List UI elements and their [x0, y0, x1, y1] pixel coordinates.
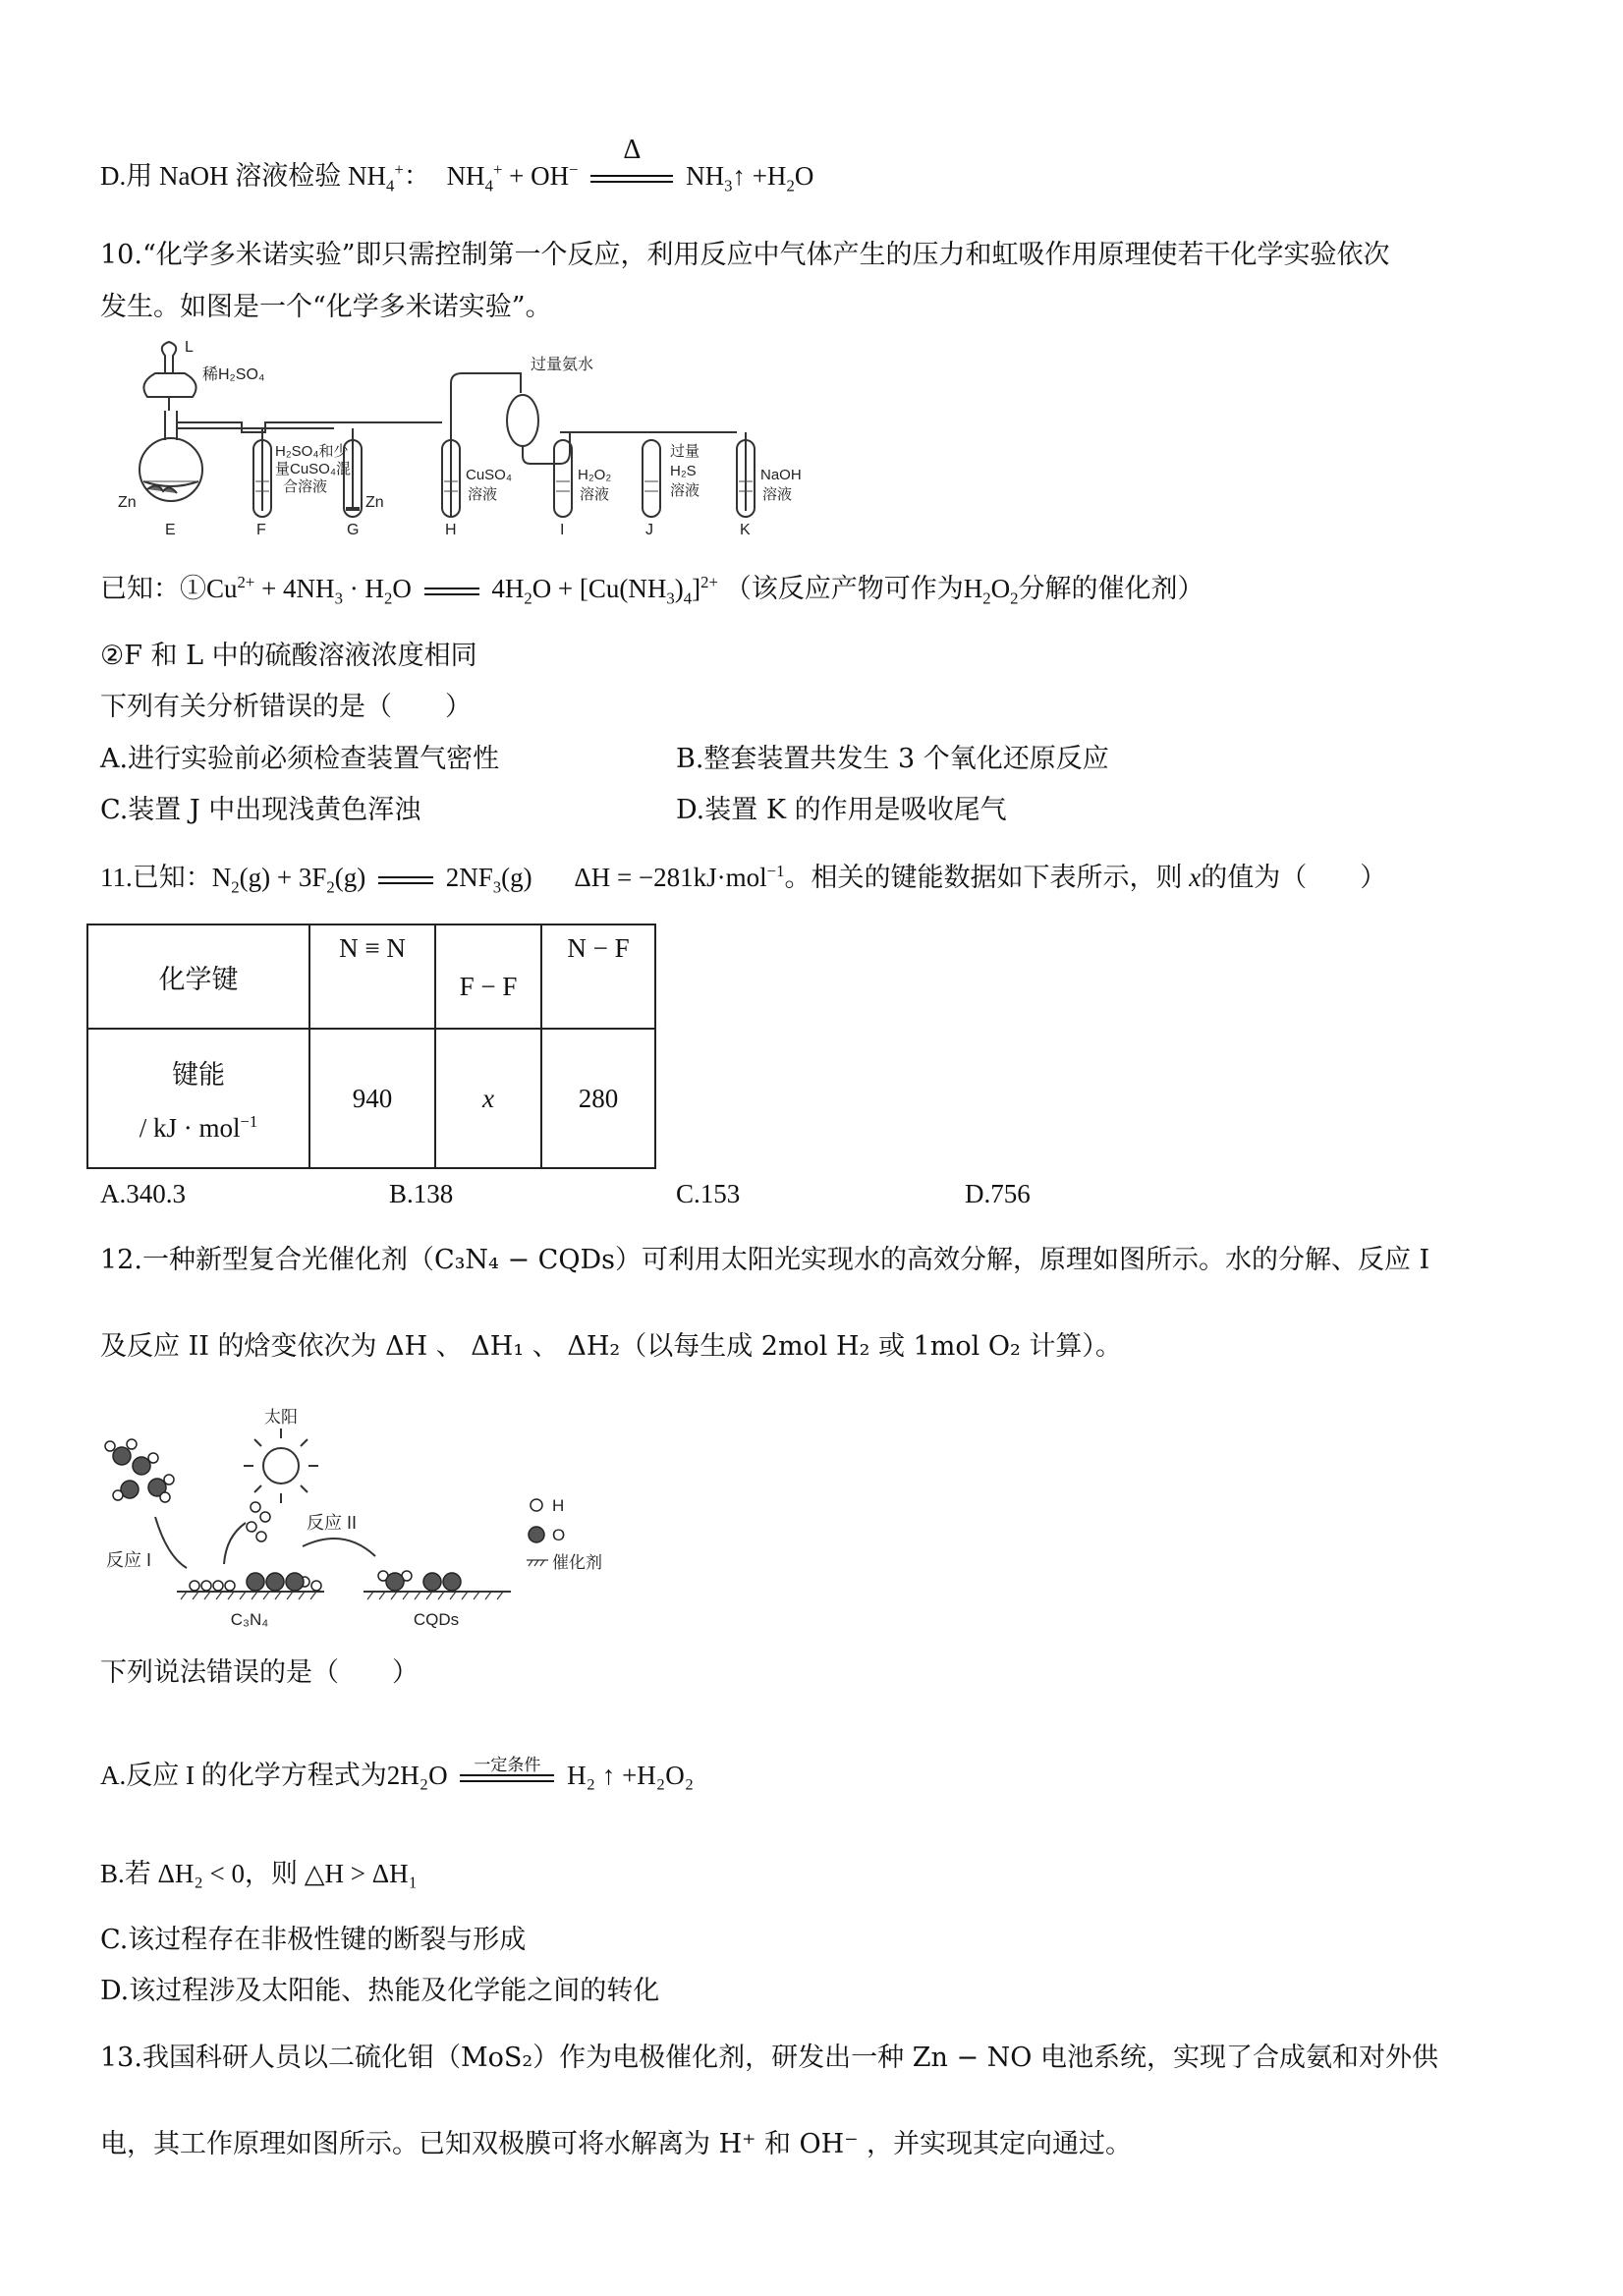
label-h-2: 溶液	[468, 486, 498, 503]
q11-prefix: 11.已知：	[100, 863, 212, 892]
q11-option-b: B.138	[389, 1179, 454, 1208]
label-reaction-1: 反应 I	[106, 1550, 152, 1570]
q10-option-b: B.整套装置共发生 3 个氧化还原反应	[676, 744, 1109, 774]
q10-stem: 下列有关分析错误的是（ ）	[100, 692, 472, 722]
bond-energy-table	[86, 924, 656, 1169]
q10-line1: 10.“化学多米诺实验”即只需控制第一个反应，利用反应中气体产生的压力和虹吸作用原理使若干化学实验依次	[100, 240, 1390, 270]
q11-suffix2: 的值为（ ）	[1201, 863, 1387, 892]
q10-option-c: C.装置 J 中出现浅黄色浑浊	[100, 795, 421, 825]
label-j-0: 过量	[670, 443, 700, 460]
q13-line2: 电，其工作原理如图所示。已知双极膜可将水解离为 H⁺ 和 OH⁻ ，并实现其定向通过。	[100, 2129, 1133, 2159]
label-i-2: 溶液	[580, 486, 610, 503]
label-h-1: CuSO₄	[466, 467, 512, 483]
q12-option-c: C.该过程存在非极性键的断裂与形成	[100, 1925, 527, 1955]
value-ff: x	[435, 1029, 541, 1168]
q10-option-a: A.进行实验前必须检查装置气密性	[100, 744, 500, 774]
label-zn-right: Zn	[365, 494, 384, 511]
label-K: K	[740, 522, 751, 538]
label-j-2: 溶液	[670, 482, 700, 499]
q9-d-text: D.用 NaOH 溶液检验 NH	[100, 161, 386, 191]
label-L: L	[185, 339, 194, 356]
q9-eq-right: NH	[686, 161, 725, 191]
known1-prefix: 已知：①	[100, 574, 206, 603]
row-bond-energy: 键能 / kJ · mol$^{-1}$	[87, 1029, 309, 1168]
q12-line2: 及反应 II 的焓变依次为 ΔH 、 ΔH₁ 、 ΔH₂（以每生成 2mol H₂ 或 1mol O₂ 计算）。	[100, 1331, 1122, 1362]
known1-note: （该反应产物可作为	[724, 574, 964, 603]
q12-option-d: D.该过程涉及太阳能、热能及化学能之间的转化	[100, 1976, 660, 2006]
label-f-1: H₂SO₄和少	[275, 443, 349, 460]
sun-icon	[244, 1428, 318, 1503]
row-label-1: 键能	[172, 1060, 225, 1090]
q10-known1: 已知：$①Cu^{2+} + 4NH_3 \cdot H_2O$ $4H_2O + [Cu(NH_3)_4]^{2+}$ （该反应产物可作为$H_2O_2$分解的催化剂）	[100, 573, 1204, 608]
label-excess-ammonia: 过量氨水	[531, 357, 594, 373]
photocatalyst-figure	[98, 1399, 629, 1635]
legend-h-icon	[531, 1499, 542, 1511]
q9-d-colon: ：	[403, 161, 430, 191]
q11-option-c: C.153	[676, 1179, 741, 1208]
legend-catalyst-icon	[527, 1560, 548, 1566]
q9-eq-mid: + OH	[502, 161, 570, 191]
label-G: G	[347, 522, 360, 538]
header-nf-bond: N − F	[541, 924, 655, 1029]
q9-eq-tail: ↑ +H	[732, 161, 787, 191]
equals-sign	[378, 874, 433, 886]
legend-o: O	[552, 1526, 566, 1544]
q12-line1: 12.一种新型复合光催化剂（C₃N₄ − CQDs）可利用太阳光实现水的高效分解，原理如图所示。水的分解、反应 I	[100, 1245, 1430, 1275]
q10-line2: 发生。如图是一个“化学多米诺实验”。	[100, 292, 552, 322]
label-sun: 太阳	[264, 1408, 298, 1427]
q12-a-right: H₂ ↑ +H₂O₂	[567, 1761, 695, 1790]
legend-o-icon	[529, 1527, 544, 1542]
label-c3n4: C₃N₄	[230, 1610, 269, 1629]
header-triple-bond: N ≡ N	[309, 924, 435, 1029]
q11-suffix: 。相关的键能数据如下表所示，则	[784, 863, 1183, 892]
value-nf: 280	[541, 1029, 655, 1168]
label-cqds: CQDs	[413, 1610, 460, 1629]
q11-dh: ΔH = −281kJ·mol	[574, 863, 767, 892]
header-bond: 化学键	[87, 924, 309, 1029]
condition-arrow	[460, 1755, 554, 1784]
label-F: F	[256, 522, 266, 538]
q11-option-a: A.340.3	[100, 1179, 186, 1208]
q9-equation: $NH_4^+ + OH^-$ Δ $NH_3↑ +H_2O$	[446, 134, 814, 196]
q10-known2: ②F 和 L 中的硫酸溶液浓度相同	[100, 641, 477, 671]
label-f-3: 合溶液	[283, 478, 328, 495]
q11-stem: 11.已知：$N_2(g) + 3F_2(g)$ $2NF_3(g) \Delta H = -281kJ\cdot mol^{-1}$。相关的键能数据如下表所示，则 x的值为（ ）	[100, 862, 1387, 897]
delta-symbol: Δ	[623, 134, 642, 165]
label-k-2: 溶液	[762, 486, 793, 503]
label-I: I	[560, 522, 565, 538]
q12-option-b: B.若 ΔH₂ < 0，则 △H > ΔH₁	[100, 1859, 419, 1888]
known1-note2: 分解的催化剂）	[1018, 574, 1204, 603]
label-H: H	[445, 522, 457, 538]
q9-option-d: D.用 NaOH 溶液检验 $NH_4^+$： $NH_4^+ + OH^-$ Δ $NH_3↑ +H_2O$	[100, 134, 814, 196]
legend-catalyst: 催化剂	[552, 1553, 602, 1572]
q9-eq-end: O	[794, 161, 814, 191]
q13-line1: 13.我国科研人员以二硫化钼（MoS₂）作为电极催化剂，研发出一种 Zn − NO 电池系统，实现了合成氨和对外供	[100, 2043, 1439, 2073]
q9-heat-arrow	[590, 134, 673, 185]
label-zn-left: Zn	[118, 494, 137, 511]
header-ff-bond: F − F	[435, 924, 541, 1029]
label-i-1: H₂O₂	[578, 467, 612, 483]
value-nn: 940	[309, 1029, 435, 1168]
label-reaction-2: 反应 II	[307, 1513, 358, 1533]
label-E: E	[165, 522, 176, 538]
q12-a-left: 2H₂O	[386, 1761, 448, 1790]
condition-label: 一定条件	[474, 1755, 541, 1774]
label-k-1: NaOH	[760, 467, 802, 483]
q10-option-d: D.装置 K 的作用是吸收尾气	[676, 795, 1007, 825]
legend-h: H	[552, 1496, 565, 1515]
q12-option-a	[100, 1755, 695, 1792]
equals-sign	[424, 586, 479, 597]
q12-stem: 下列说法错误的是（ ）	[100, 1657, 419, 1688]
label-f-2: 量CuSO₄混	[275, 461, 351, 477]
row-label-2: / kJ · mol	[139, 1113, 241, 1143]
domino-apparatus-figure	[108, 334, 825, 540]
q11-x: x	[1189, 863, 1202, 892]
label-j-1: H₂S	[670, 463, 697, 479]
label-J: J	[645, 522, 653, 538]
label-dilute-h2so4: 稀H₂SO₄	[202, 366, 265, 383]
q12-a-prefix: A.反应 I 的化学方程式为	[100, 1761, 387, 1790]
q11-option-d: D.756	[965, 1179, 1031, 1208]
q9-eq-left: NH	[446, 161, 485, 191]
